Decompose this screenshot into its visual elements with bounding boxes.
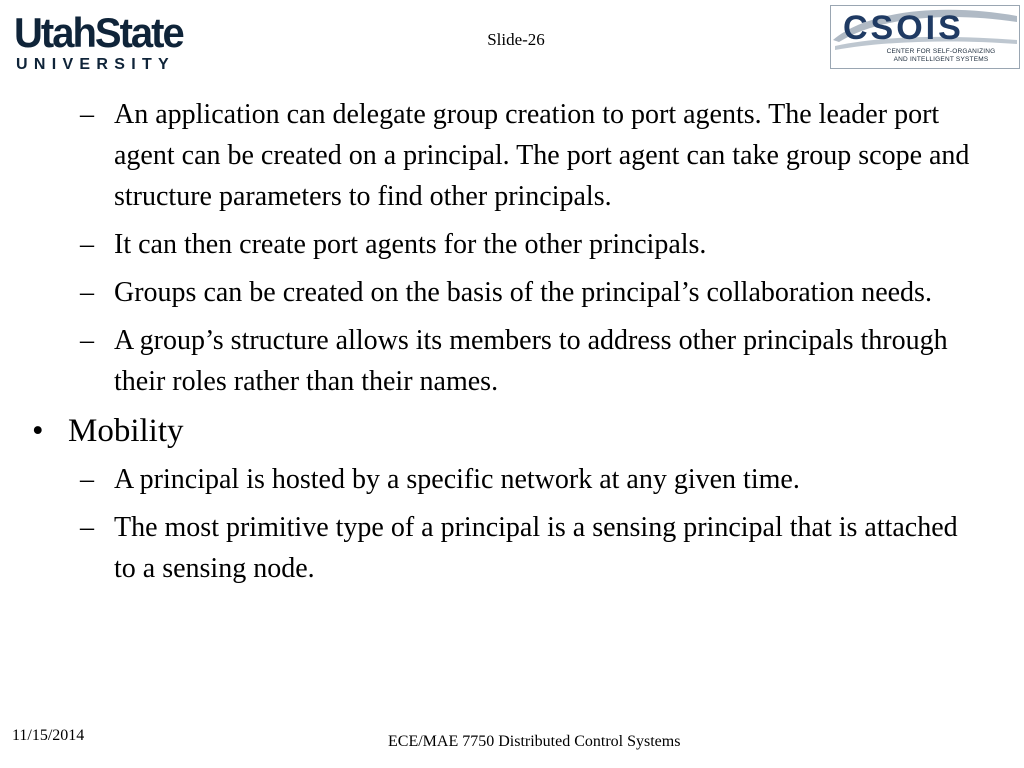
sub-bullet-text: A group’s structure allows its members to address other principals through their roles rather than their names. bbox=[114, 325, 948, 397]
dash-marker: – bbox=[80, 229, 94, 260]
footer-date: 11/15/2014 bbox=[12, 727, 85, 744]
usu-logo-subtitle: UNIVERSITY bbox=[16, 56, 176, 73]
csois-logo-text: CSOIS bbox=[843, 9, 964, 47]
footer-course-title: ECE/MAE 7750 Distributed Control Systems bbox=[388, 733, 681, 750]
sub-bullet-group-structure bbox=[80, 320, 974, 402]
sub-bullet-collaboration-needs bbox=[80, 272, 974, 313]
dash-marker: – bbox=[80, 464, 94, 495]
sub-bullet-text: A principal is hosted by a specific network at any given time. bbox=[114, 464, 800, 495]
dash-marker: – bbox=[80, 325, 94, 356]
slide-body bbox=[0, 94, 1024, 596]
csois-logo-subtitle: CENTER FOR SELF-ORGANIZING AND INTELLIGENT SYSTEMS bbox=[886, 48, 996, 63]
sub-bullet-text: The most primitive type of a principal is a sensing principal that is attached to a sensing node. bbox=[114, 512, 958, 584]
csois-logo bbox=[830, 5, 1020, 69]
sub-bullet-text: Groups can be created on the basis of the principal’s collaboration needs. bbox=[114, 277, 932, 308]
sub-bullet-sensing-principal bbox=[80, 507, 974, 589]
slide-number: Slide-26 bbox=[487, 30, 545, 49]
bullet-marker: • bbox=[32, 413, 44, 449]
sub-bullet-text: It can then create port agents for the other principals. bbox=[114, 229, 707, 260]
bullet-mobility bbox=[32, 409, 968, 453]
sub-bullet-group-delegation bbox=[80, 94, 974, 217]
dash-marker: – bbox=[80, 277, 94, 308]
dash-marker: – bbox=[80, 512, 94, 543]
sub-bullet-hosted-by-network bbox=[80, 459, 974, 500]
usu-logo-wordmark: UtahState bbox=[14, 10, 183, 57]
sub-bullet-text: An application can delegate group creation to port agents. The leader port agent can be created on a principal. The port agent can take group scope and structure parameters to find other principals. bbox=[114, 99, 970, 212]
sub-bullet-create-port-agents bbox=[80, 224, 974, 265]
dash-marker: – bbox=[80, 99, 94, 130]
bullet-heading: Mobility bbox=[68, 413, 184, 449]
